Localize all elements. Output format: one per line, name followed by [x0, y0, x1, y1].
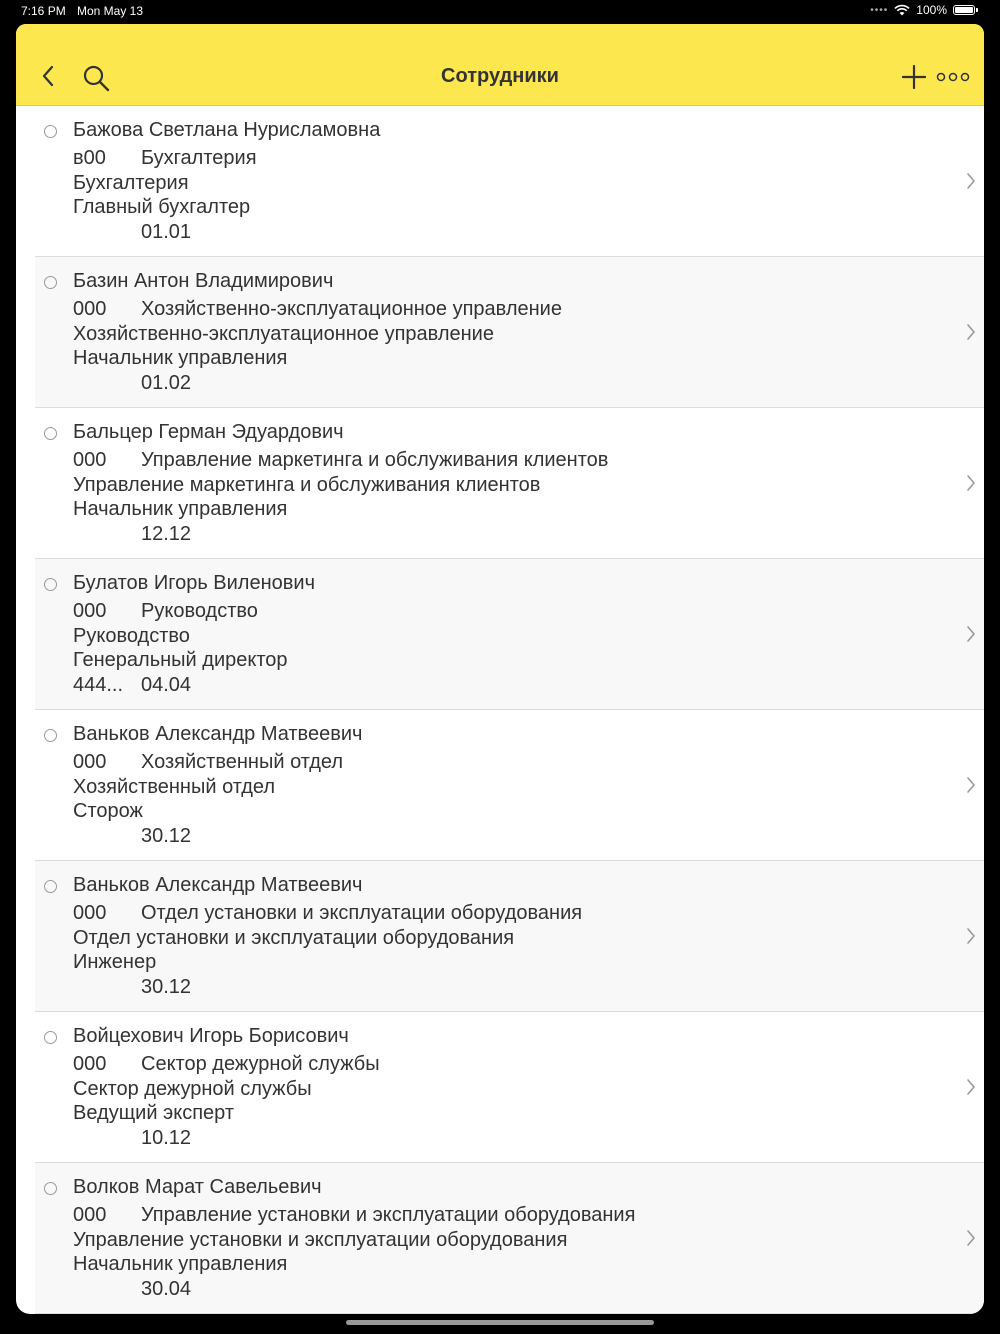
employee-date-line [73, 1278, 191, 1301]
chevron-right-icon [966, 1078, 976, 1096]
employee-code: 000 [73, 600, 107, 622]
employee-dept-short: Управление установки и эксплуатации оборудования [141, 1204, 636, 1226]
employee-date-line [73, 372, 191, 395]
employee-row[interactable] [35, 559, 984, 710]
employee-dept-short: Отдел установки и эксплуатации оборудования [141, 902, 583, 924]
employee-name: Волков Марат Савельевич [73, 1176, 322, 1198]
radio-icon[interactable] [44, 427, 57, 440]
employee-date: 04.04 [141, 674, 192, 696]
chevron-right-icon [966, 1229, 976, 1247]
multitasking-dots-icon: •••• [870, 4, 889, 16]
employee-dept: Сектор дежурной службы [73, 1078, 312, 1100]
radio-icon[interactable] [44, 729, 57, 742]
employee-code: 000 [73, 1204, 107, 1226]
employee-dept-line [73, 600, 258, 623]
employee-date-line [73, 523, 191, 546]
radio-icon[interactable] [44, 125, 57, 138]
employee-date-line [73, 221, 191, 244]
employee-extra: 444... [73, 674, 124, 696]
employee-position: Ведущий эксперт [73, 1102, 235, 1124]
employee-position: Начальник управления [73, 347, 288, 369]
add-icon[interactable] [902, 65, 926, 89]
employee-date: 30.12 [141, 976, 192, 998]
employee-dept-line [73, 449, 608, 472]
employee-dept-line [73, 1204, 635, 1227]
employee-dept: Управление установки и эксплуатации оборудования [73, 1229, 568, 1251]
radio-icon[interactable] [44, 880, 57, 893]
page-title: Сотрудники [441, 65, 559, 87]
employee-dept: Руководство [73, 625, 190, 647]
employee-date-line [73, 976, 191, 999]
battery-percent: 100% [916, 3, 947, 17]
status-date: Mon May 13 [77, 4, 144, 18]
employee-dept: Хозяйственно-эксплуатационное управление [73, 323, 494, 345]
employee-dept: Управление маркетинга и обслуживания клиентов [73, 474, 541, 496]
chevron-right-icon [966, 474, 976, 492]
employee-dept-line [73, 147, 257, 170]
employee-dept-line [73, 1053, 380, 1076]
more-icon[interactable] [936, 71, 970, 83]
employee-date-line [73, 1127, 191, 1150]
employee-position: Инженер [73, 951, 157, 973]
employee-dept-short: Руководство [141, 600, 258, 622]
employee-name: Ваньков Александр Матвеевич [73, 723, 363, 745]
employee-date-line [73, 674, 191, 697]
employee-dept-short: Хозяйственно-эксплуатационное управление [141, 298, 562, 320]
employee-code: 000 [73, 449, 107, 471]
employee-name: Бальцер Герман Эдуардович [73, 421, 344, 443]
chevron-right-icon [966, 625, 976, 643]
employee-code: 000 [73, 902, 107, 924]
employee-date: 12.12 [141, 523, 192, 545]
home-indicator[interactable] [346, 1320, 654, 1325]
employee-position: Сторож [73, 800, 143, 822]
employee-dept-short: Бухгалтерия [141, 147, 257, 169]
radio-icon[interactable] [44, 1031, 57, 1044]
employee-code: 000 [73, 751, 107, 773]
employee-row[interactable] [35, 1163, 984, 1314]
status-time: 7:16 PM [21, 4, 66, 18]
employee-date: 01.01 [141, 221, 192, 243]
employee-name: Булатов Игорь Виленович [73, 572, 315, 594]
employee-dept-line [73, 298, 562, 321]
chevron-right-icon [966, 927, 976, 945]
employee-date: 30.12 [141, 825, 192, 847]
status-bar [0, 0, 1000, 24]
battery-icon [953, 5, 975, 15]
status-right [870, 3, 978, 17]
employee-position: Начальник управления [73, 498, 288, 520]
radio-icon[interactable] [44, 276, 57, 289]
radio-icon[interactable] [44, 578, 57, 591]
employee-row[interactable] [35, 106, 984, 257]
employee-row[interactable] [35, 861, 984, 1012]
battery-tip [976, 8, 978, 12]
employee-code: 000 [73, 1053, 107, 1075]
employee-name: Бажова Светлана Нурисламовна [73, 119, 381, 141]
employee-date: 10.12 [141, 1127, 192, 1149]
employee-row[interactable] [35, 1012, 984, 1163]
radio-icon[interactable] [44, 1182, 57, 1195]
employee-row[interactable] [35, 408, 984, 559]
employee-row[interactable] [35, 710, 984, 861]
employee-date-line [73, 825, 191, 848]
employee-list [16, 106, 984, 1314]
employee-dept: Отдел установки и эксплуатации оборудования [73, 927, 515, 949]
chevron-right-icon [966, 776, 976, 794]
employee-row[interactable] [35, 257, 984, 408]
employee-dept-short: Сектор дежурной службы [141, 1053, 380, 1075]
chevron-right-icon [966, 172, 976, 190]
employee-code: в00 [73, 147, 106, 169]
employee-dept-short: Хозяйственный отдел [141, 751, 344, 773]
employee-position: Начальник управления [73, 1253, 288, 1275]
employee-dept: Бухгалтерия [73, 172, 189, 194]
nav-bar [16, 24, 984, 106]
employee-date: 01.02 [141, 372, 192, 394]
employee-name: Базин Антон Владимирович [73, 270, 334, 292]
employee-position: Генеральный директор [73, 649, 288, 671]
app-screen [16, 24, 984, 1314]
employee-dept-line [73, 751, 343, 774]
employee-date: 30.04 [141, 1278, 192, 1300]
employee-position: Главный бухгалтер [73, 196, 251, 218]
employee-dept: Хозяйственный отдел [73, 776, 276, 798]
employee-dept-line [73, 902, 582, 925]
employee-name: Ваньков Александр Матвеевич [73, 874, 363, 896]
employee-name: Войцехович Игорь Борисович [73, 1025, 349, 1047]
employee-dept-short: Управление маркетинга и обслуживания клиентов [141, 449, 609, 471]
chevron-right-icon [966, 323, 976, 341]
employee-code: 000 [73, 298, 107, 320]
wifi-icon [894, 4, 910, 16]
